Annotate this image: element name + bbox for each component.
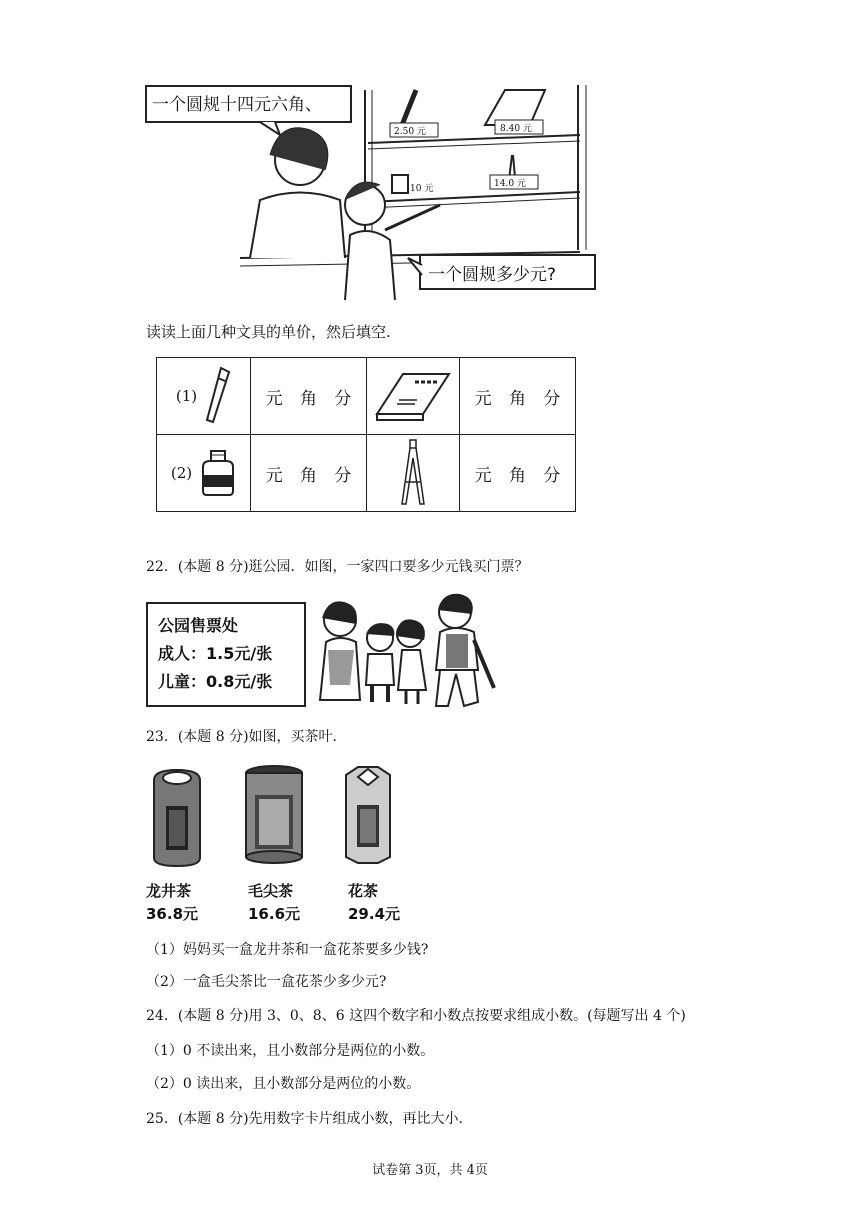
family-illustration xyxy=(310,590,500,710)
pen-icon xyxy=(205,366,231,426)
cell-units xyxy=(251,435,367,512)
tea-longjing-can xyxy=(148,768,206,872)
tea-maojian-can xyxy=(243,765,305,869)
cell-units xyxy=(251,358,367,435)
compass-icon xyxy=(398,438,428,508)
cell-ink xyxy=(157,435,251,512)
sign-child-price: 儿童：0.8元/张 xyxy=(158,672,273,691)
unit-fen: 分 xyxy=(543,465,561,486)
ink-bottle-icon xyxy=(200,449,236,497)
tea-name-huacha: 花茶 xyxy=(348,882,379,900)
cell-pen xyxy=(157,358,251,435)
tea-name-longjing: 龙井茶 xyxy=(146,882,192,900)
page-footer: 试卷第 3页，共 4页 xyxy=(372,1163,488,1178)
tea-huacha-can xyxy=(340,765,396,869)
q24-sub2: （2）0 读出来，且小数部分是两位的小数。 xyxy=(146,1076,421,1092)
row-label: (1) xyxy=(175,387,198,405)
q23-sub2: （2）一盒毛尖茶比一盒花茶少多少元? xyxy=(146,974,387,990)
ticket-sign xyxy=(146,602,306,707)
sign-adult-price: 成人：1.5元/张 xyxy=(158,644,273,663)
unit-fen: 分 xyxy=(543,388,561,409)
table-row xyxy=(157,435,576,512)
q22-text: 22．(本题 8 分)逛公园．如图，一家四口要多少元钱买门票？ xyxy=(146,559,529,575)
row-label: (2) xyxy=(170,464,193,482)
q24-text: 24．(本题 8 分)用 3、0、8、6 这四个数字和小数点按要求组成小数。(每题写出 4 个) xyxy=(146,1008,686,1024)
bubble-top-text: 一个圆规十四元六角、 xyxy=(152,95,322,115)
sign-title: 公园售票处 xyxy=(158,616,239,635)
price-tag-notebook: 8.40 元 xyxy=(500,124,532,134)
unit-fen: 分 xyxy=(334,388,352,409)
cell-compass xyxy=(367,435,460,512)
cell-units xyxy=(460,435,576,512)
cell-notebook xyxy=(367,358,460,435)
unit-jiao: 角 xyxy=(508,388,526,409)
unit-yuan: 元 xyxy=(265,465,283,486)
unit-yuan: 元 xyxy=(265,388,283,409)
q25-text: 25．(本题 8 分)先用数字卡片组成小数，再比大小. xyxy=(146,1111,463,1127)
unit-fen: 分 xyxy=(334,465,352,486)
tea-can-icon xyxy=(340,765,396,865)
price-tag-pen: 2.50 元 xyxy=(394,127,426,137)
table-row xyxy=(157,358,576,435)
q23-sub1: （1）妈妈买一盒龙井茶和一盒花茶要多少钱? xyxy=(146,942,429,958)
family-drawing xyxy=(310,590,500,710)
bubble-bottom-text: 一个圆规多少元? xyxy=(428,265,557,285)
q24-sub1: （1）0 不读出来，且小数部分是两位的小数。 xyxy=(146,1043,435,1059)
unit-yuan: 元 xyxy=(474,388,492,409)
tea-price-huacha: 29.4元 xyxy=(348,905,401,923)
tea-price-maojian: 16.6元 xyxy=(248,905,301,923)
shop-illustration xyxy=(140,80,600,310)
notebook-icon xyxy=(373,368,453,424)
q23-text: 23．(本题 8 分)如图，买茶叶. xyxy=(146,729,337,745)
intro-text: 读读上面几种文具的单价，然后填空. xyxy=(146,323,391,341)
unit-jiao: 角 xyxy=(299,465,317,486)
unit-yuan: 元 xyxy=(474,465,492,486)
price-tag-compass: 14.0 元 xyxy=(494,179,526,189)
tea-price-longjing: 36.8元 xyxy=(146,905,199,923)
tea-can-icon xyxy=(148,768,206,868)
tea-name-maojian: 毛尖茶 xyxy=(248,882,294,900)
unit-jiao: 角 xyxy=(508,465,526,486)
stationery-table xyxy=(156,357,576,512)
cell-units xyxy=(460,358,576,435)
unit-jiao: 角 xyxy=(299,388,317,409)
price-tag-ink: 10 元 xyxy=(410,184,434,194)
tea-can-icon xyxy=(243,765,305,865)
